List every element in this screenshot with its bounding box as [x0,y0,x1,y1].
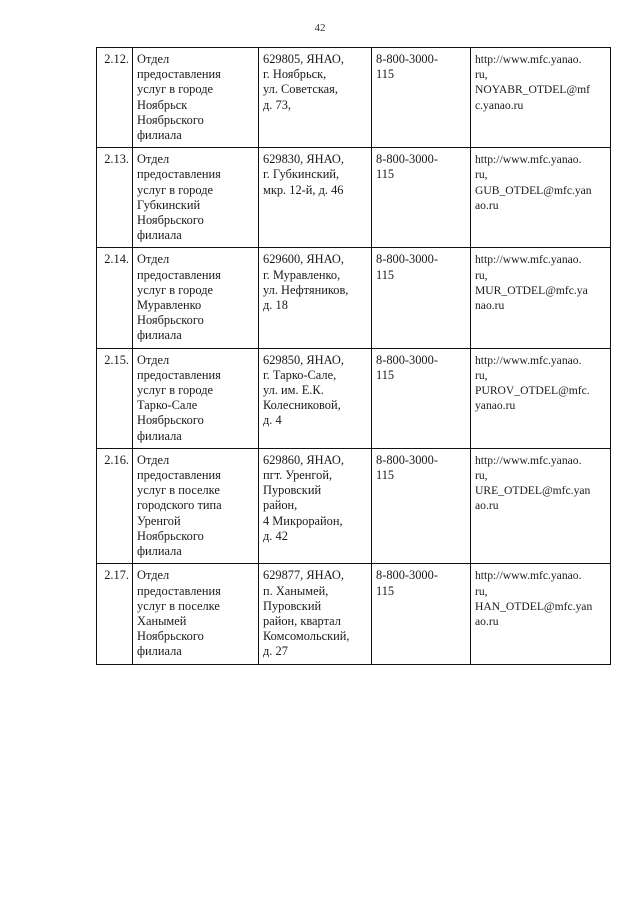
phone-line: 8-800-3000- [376,568,438,583]
office-name-line: услуг в поселке [137,598,220,613]
office-name-cell [133,448,259,563]
phone-line: 115 [376,468,395,483]
office-name-line: Тарко-Сале [137,398,198,413]
office-name-line: филиала [137,544,182,559]
website-email-line: c.yanao.ru [475,98,524,112]
office-name-line: Отдел [137,452,170,467]
address-cell [259,148,372,248]
branch-offices-table [96,47,611,665]
address-line: 629805, ЯНАО, [263,52,344,66]
website-email-cell [471,48,611,148]
website-email-cell [471,248,611,348]
address-cell [259,348,372,448]
phone-cell [372,48,471,148]
phone-line: 8-800-3000- [376,52,438,66]
website-email-line: PUROV_OTDEL@mfc. [475,384,590,398]
website-email-line: nao.ru [475,299,505,313]
office-name-line: Ноябрьск [137,97,188,112]
address-line: д. 73, [263,97,291,112]
website-email-cell [471,148,611,248]
address-line: ул. Советская, [263,82,338,97]
row-number-cell: 2.15. [97,348,133,448]
website-email-line: http://www.mfc.yanao. [475,53,582,66]
table-body [97,48,611,665]
office-name-line: городского типа [137,498,222,513]
office-name-line: Уренгой [137,513,181,528]
address-line: 629830, ЯНАО, [263,152,344,167]
website-email-line: ru, [475,68,488,82]
website-email-line: http://www.mfc.yanao. [475,153,582,167]
website-email-line: HAN_OTDEL@mfc.yan [475,599,593,613]
address-line: д. 42 [263,528,288,543]
office-name-cell [133,348,259,448]
address-cell [259,48,372,148]
address-line: п. Ханымей, [263,583,329,598]
address-line: мкр. 12-й, д. 46 [263,182,344,197]
office-name-line: предоставления [137,67,221,82]
table-row [97,348,611,448]
office-name-cell [133,48,259,148]
website-email-line: ao.ru [475,614,499,628]
office-name-line: Ноябрьского [137,112,204,127]
website-email-line: ao.ru [475,499,499,513]
row-number-cell: 2.16. [97,448,133,563]
table-row [97,248,611,348]
phone-line: 115 [376,367,395,382]
office-name-line: Ноябрьского [137,629,204,644]
website-email-line: ru, [475,469,488,483]
address-line: район, [263,498,298,513]
office-name-line: Отдел [137,252,170,267]
table-row [97,448,611,563]
phone-line: 8-800-3000- [376,252,438,267]
office-name-line: услуг в городе [137,383,214,398]
website-email-cell [471,348,611,448]
website-email-line: URE_OTDEL@mfc.yan [475,484,591,498]
office-name-line: Ханымей [137,613,187,628]
office-name-line: Отдел [137,568,170,583]
office-name-line: Муравленко [137,298,202,313]
phone-cell [372,448,471,563]
table-row [97,148,611,248]
website-email-line: GUB_OTDEL@mfc.yan [475,183,592,197]
address-line: д. 18 [263,298,288,313]
website-email-line: http://www.mfc.yanao. [475,569,582,583]
address-cell [259,248,372,348]
office-name-line: филиала [137,328,182,343]
website-email-line: MUR_OTDEL@mfc.ya [475,283,588,297]
office-name-line: Ноябрьского [137,413,204,428]
office-name-line: филиала [137,428,182,443]
address-line: г. Губкинский, [263,167,340,182]
office-name-line: услуг в городе [137,282,214,297]
office-name-line: предоставления [137,468,221,483]
phone-cell [372,564,471,664]
office-name-line: Отдел [137,152,170,167]
phone-line: 115 [376,67,395,82]
office-name-line: предоставления [137,267,221,282]
phone-line: 115 [376,167,395,182]
address-line: ул. Нефтяников, [263,282,349,297]
website-email-line: ru, [475,368,488,382]
address-line: Колесниковой, [263,398,341,413]
address-line: Пуровский [263,598,322,613]
website-email-cell [471,564,611,664]
address-line: ул. им. Е.К. [263,383,324,398]
address-line: 4 Микрорайон, [263,513,343,528]
address-line: 629850, ЯНАО, [263,352,344,367]
row-number-cell: 2.13. [97,148,133,248]
address-line: 629860, ЯНАО, [263,452,344,467]
address-line: д. 27 [263,644,288,659]
office-name-line: Ноябрьского [137,528,204,543]
office-name-cell [133,564,259,664]
address-line: Комсомольский, [263,629,350,644]
website-email-line: http://www.mfc.yanao. [475,253,582,267]
office-name-line: Ноябрьского [137,313,204,328]
website-email-line: ao.ru [475,198,499,212]
row-number-cell: 2.17. [97,564,133,664]
office-name-cell [133,148,259,248]
address-line: 629600, ЯНАО, [263,252,344,267]
office-name-line: услуг в городе [137,182,214,197]
office-name-line: предоставления [137,583,221,598]
row-number-cell: 2.12. [97,48,133,148]
phone-line: 115 [376,267,395,282]
phone-line: 115 [376,583,395,598]
website-email-line: NOYABR_OTDEL@mf [475,83,591,97]
phone-line: 8-800-3000- [376,152,438,167]
phone-line: 8-800-3000- [376,452,438,467]
address-line: г. Ноябрьск, [263,67,327,82]
address-line: д. 4 [263,413,282,428]
office-name-line: Отдел [137,52,170,66]
office-name-line: Ноябрьского [137,213,204,228]
office-name-line: услуг в поселке [137,483,220,498]
website-email-line: http://www.mfc.yanao. [475,353,582,367]
phone-cell [372,248,471,348]
address-line: район, квартал [263,613,341,628]
office-name-line: филиала [137,644,182,659]
address-line: пгт. Уренгой, [263,468,333,483]
row-number-cell: 2.14. [97,248,133,348]
office-name-line: филиала [137,228,182,243]
office-name-line: Губкинский [137,197,201,212]
office-name-line: услуг в городе [137,82,214,97]
address-line: Пуровский [263,483,322,498]
phone-cell [372,148,471,248]
page-number: 42 [314,22,326,34]
website-email-cell [471,448,611,563]
website-email-line: ru, [475,584,488,598]
table-row [97,48,611,148]
website-email-line: http://www.mfc.yanao. [475,453,582,467]
phone-line: 8-800-3000- [376,352,438,367]
office-name-line: Отдел [137,352,170,367]
address-line: г. Тарко-Сале, [263,367,337,382]
address-line: 629877, ЯНАО, [263,568,344,583]
website-email-line: yanao.ru [475,399,516,413]
website-email-line: ru, [475,168,488,182]
office-name-line: филиала [137,128,182,143]
office-name-line: предоставления [137,367,221,382]
address-line: г. Муравленко, [263,267,341,282]
office-name-cell [133,248,259,348]
website-email-line: ru, [475,268,488,282]
address-cell [259,448,372,563]
phone-cell [372,348,471,448]
office-name-line: предоставления [137,167,221,182]
table-row [97,564,611,664]
address-cell [259,564,372,664]
